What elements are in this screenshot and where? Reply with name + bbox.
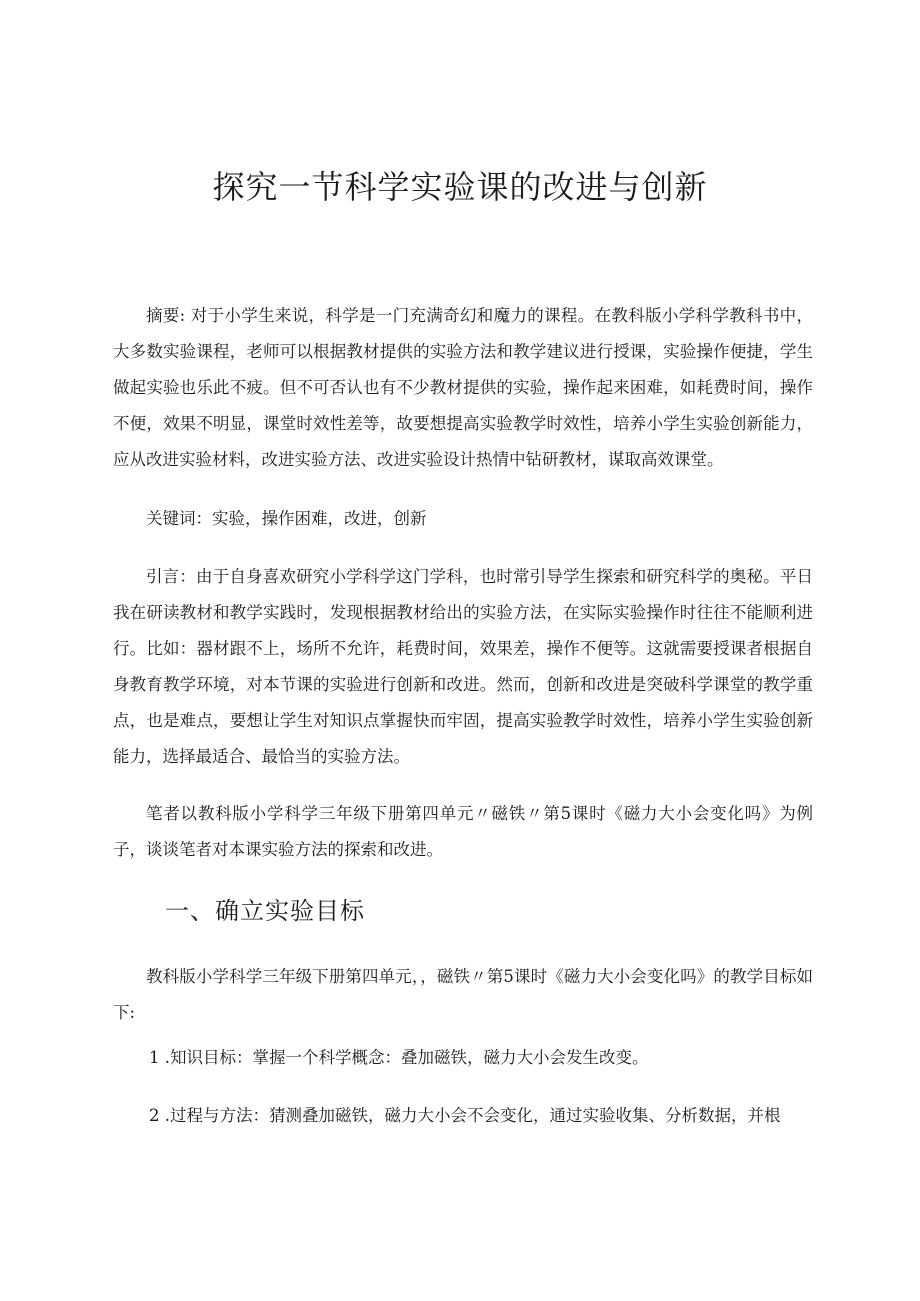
keywords-paragraph: 关键词：实验，操作困难，改进，创新 bbox=[146, 509, 427, 528]
document-title: 探究一节科学实验课的改进与创新 bbox=[212, 168, 708, 206]
example-paragraph: 笔者以教科版小学科学三年级下册第四单元〃磁铁〃第5课时《磁力大小会变化吗》为例子，谈谈笔者对本课实验方法的探索和改进。 bbox=[113, 804, 813, 859]
intro-paragraph: 引言：由于自身喜欢研究小学科学这门学科，也时常引导学生探索和研究科学的奥秘。平日我在研读教材和教学实践时，发现根据教材给出的实验方法，在实际实验操作时往往不能顺利进行。比如：器材跟不上，场所不允许，耗费时间，效果差，操作不便等。这就需要授课者根据自身教育教学环境，对本节课的实验进行创新和改进。然而，创新和改进是突破科学课堂的教学重点，也是难点，要想让学生对知识点掌握快而牢固，提高实验教学时效性，培养小学生实验创新能力，选择最适合、最恰当的实验方法。 bbox=[113, 567, 813, 766]
section-heading: 一、确立实验目标 bbox=[165, 897, 365, 925]
list-item: 2 .过程与方法：猜测叠加磁铁，磁力大小会不会变化，通过实验收集、分析数据，并根 bbox=[149, 1106, 781, 1125]
list-item: 1 .知识目标：掌握一个科学概念：叠加磁铁，磁力大小会发生改变。 bbox=[149, 1048, 649, 1067]
abstract-paragraph: 摘要: 对于小学生来说，科学是一门充满奇幻和魔力的课程。在教科版小学科学教科书中，大多数实验课程，老师可以根据教材提供的实验方法和教学建议进行授课，实验操作便捷，学生做起实验也乐此不疲。但不可否认也有不少教材提供的实验，操作起来困难，如耗费时间，操作不便，效果不明显，课堂时效性差等，故要想提高实验教学时效性，培养小学生实验创新能力，应从改进实验材料，改进实验方法、改进实验设计热情中钻研教材，谋取高效课堂。 bbox=[113, 306, 813, 469]
section-intro-paragraph: 教科版小学科学三年级下册第四单元，，磁铁〃第5课时《磁力大小会变化吗》的教学目标如下: bbox=[113, 967, 813, 1022]
